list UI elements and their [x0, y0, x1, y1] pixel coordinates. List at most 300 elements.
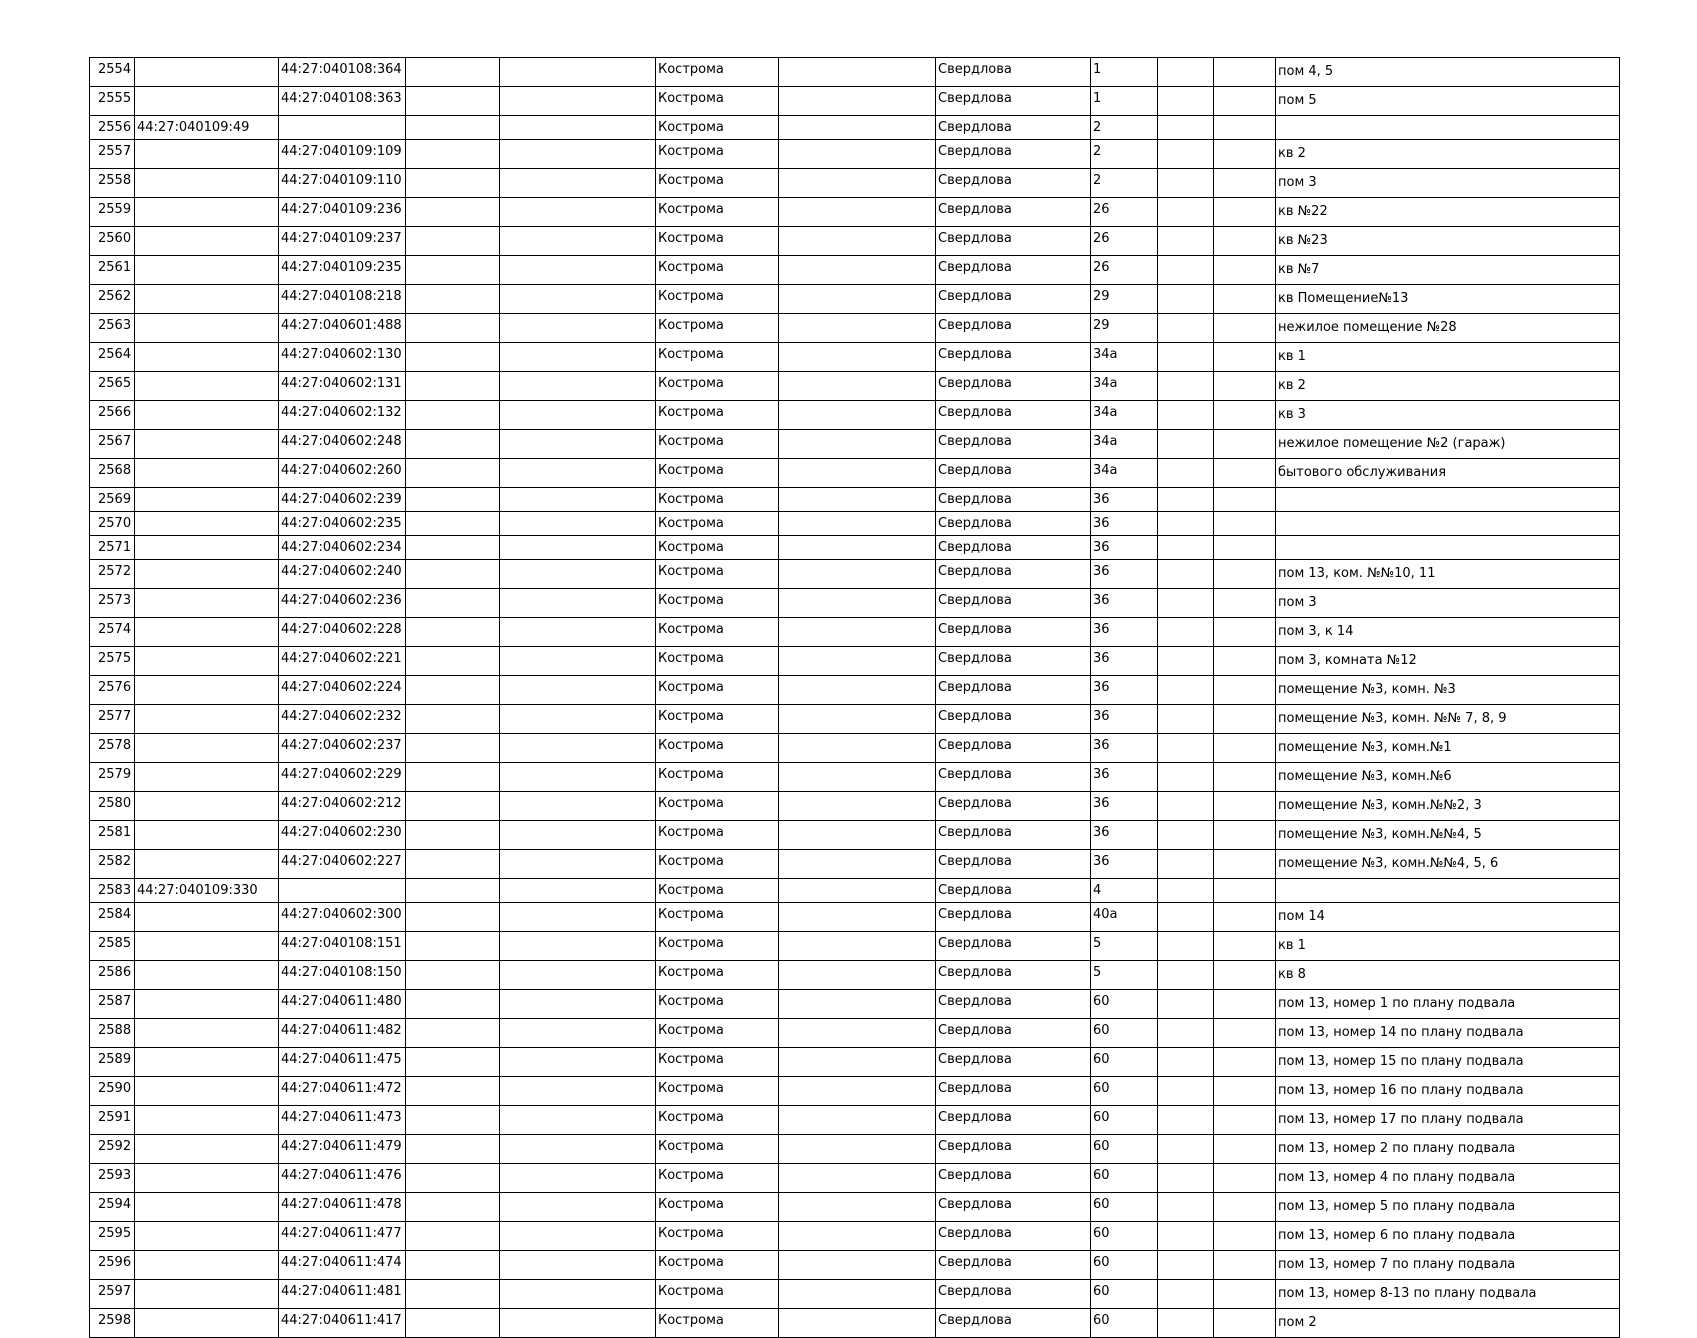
street-cell: Свердлова [936, 792, 1091, 821]
city-cell: Кострома [656, 1019, 779, 1048]
empty-cell [500, 87, 656, 116]
city-cell: Кострома [656, 372, 779, 401]
city-cell: Кострома [656, 821, 779, 850]
empty-cell [1158, 734, 1214, 763]
empty-cell [1158, 372, 1214, 401]
empty-cell [1158, 1077, 1214, 1106]
empty-cell [406, 1135, 500, 1164]
parcel-cadastral-cell [135, 1280, 279, 1309]
empty-cell [500, 1222, 656, 1251]
premises-cell: кв Помещение№13 [1276, 285, 1620, 314]
empty-cell [779, 401, 936, 430]
empty-cell [406, 372, 500, 401]
empty-cell [406, 647, 500, 676]
object-cadastral-cell: 44:27:040611:481 [279, 1280, 406, 1309]
parcel-cadastral-cell [135, 589, 279, 618]
street-cell: Свердлова [936, 169, 1091, 198]
empty-cell [1214, 87, 1276, 116]
street-cell: Свердлова [936, 932, 1091, 961]
parcel-cadastral-cell [135, 512, 279, 536]
empty-cell [1158, 1106, 1214, 1135]
house-cell: 1 [1091, 58, 1158, 87]
empty-cell [500, 285, 656, 314]
house-cell: 34а [1091, 343, 1158, 372]
empty-cell [779, 198, 936, 227]
house-cell: 36 [1091, 792, 1158, 821]
premises-cell: помещение №3, комн.№№4, 5, 6 [1276, 850, 1620, 879]
empty-cell [500, 734, 656, 763]
empty-cell [406, 1309, 500, 1338]
empty-cell [1158, 763, 1214, 792]
empty-cell [1214, 903, 1276, 932]
object-cadastral-cell: 44:27:040602:130 [279, 343, 406, 372]
city-cell: Кострома [656, 705, 779, 734]
empty-cell [500, 763, 656, 792]
empty-cell [1158, 879, 1214, 903]
empty-cell [1214, 850, 1276, 879]
premises-cell: пом 14 [1276, 903, 1620, 932]
premises-cell: кв 1 [1276, 343, 1620, 372]
table-row [90, 343, 1620, 372]
empty-cell [500, 792, 656, 821]
empty-cell [500, 705, 656, 734]
house-cell: 60 [1091, 1164, 1158, 1193]
empty-cell [779, 140, 936, 169]
row-number-cell: 2568 [90, 459, 135, 488]
object-cadastral-cell: 44:27:040602:260 [279, 459, 406, 488]
empty-cell [406, 1222, 500, 1251]
object-cadastral-cell: 44:27:040109:109 [279, 140, 406, 169]
table-row [90, 1193, 1620, 1222]
house-cell: 36 [1091, 536, 1158, 560]
empty-cell [1158, 256, 1214, 285]
empty-cell [1214, 1193, 1276, 1222]
premises-cell: пом 4, 5 [1276, 58, 1620, 87]
empty-cell [406, 169, 500, 198]
empty-cell [779, 536, 936, 560]
premises-cell [1276, 116, 1620, 140]
parcel-cadastral-cell [135, 647, 279, 676]
empty-cell [406, 116, 500, 140]
house-cell: 36 [1091, 734, 1158, 763]
table-row [90, 1077, 1620, 1106]
table-row [90, 512, 1620, 536]
empty-cell [406, 256, 500, 285]
street-cell: Свердлова [936, 536, 1091, 560]
object-cadastral-cell: 44:27:040108:151 [279, 932, 406, 961]
empty-cell [1158, 705, 1214, 734]
empty-cell [500, 459, 656, 488]
empty-cell [406, 618, 500, 647]
premises-cell: пом 3 [1276, 589, 1620, 618]
premises-cell: пом 13, номер 7 по плану подвала [1276, 1251, 1620, 1280]
empty-cell [779, 512, 936, 536]
table-row [90, 459, 1620, 488]
table-row [90, 647, 1620, 676]
row-number-cell: 2574 [90, 618, 135, 647]
city-cell: Кострома [656, 1193, 779, 1222]
object-cadastral-cell [279, 879, 406, 903]
empty-cell [1214, 1077, 1276, 1106]
city-cell: Кострома [656, 961, 779, 990]
table-row [90, 1019, 1620, 1048]
premises-cell: нежилое помещение №28 [1276, 314, 1620, 343]
empty-cell [779, 1309, 936, 1338]
parcel-cadastral-cell [135, 1164, 279, 1193]
empty-cell [406, 932, 500, 961]
house-cell: 60 [1091, 1280, 1158, 1309]
empty-cell [779, 1222, 936, 1251]
empty-cell [779, 961, 936, 990]
empty-cell [779, 560, 936, 589]
row-number-cell: 2593 [90, 1164, 135, 1193]
parcel-cadastral-cell [135, 169, 279, 198]
parcel-cadastral-cell [135, 488, 279, 512]
parcel-cadastral-cell [135, 87, 279, 116]
row-number-cell: 2554 [90, 58, 135, 87]
table-row [90, 1164, 1620, 1193]
city-cell: Кострома [656, 256, 779, 285]
row-number-cell: 2571 [90, 536, 135, 560]
empty-cell [406, 705, 500, 734]
premises-cell [1276, 879, 1620, 903]
row-number-cell: 2587 [90, 990, 135, 1019]
object-cadastral-cell: 44:27:040602:227 [279, 850, 406, 879]
premises-cell: помещение №3, комн.№№2, 3 [1276, 792, 1620, 821]
empty-cell [500, 589, 656, 618]
empty-cell [779, 169, 936, 198]
parcel-cadastral-cell [135, 792, 279, 821]
empty-cell [500, 488, 656, 512]
row-number-cell: 2567 [90, 430, 135, 459]
row-number-cell: 2590 [90, 1077, 135, 1106]
row-number-cell: 2555 [90, 87, 135, 116]
empty-cell [406, 734, 500, 763]
city-cell: Кострома [656, 536, 779, 560]
street-cell: Свердлова [936, 58, 1091, 87]
parcel-cadastral-cell [135, 705, 279, 734]
street-cell: Свердлова [936, 821, 1091, 850]
empty-cell [1214, 932, 1276, 961]
house-cell: 34а [1091, 372, 1158, 401]
object-cadastral-cell: 44:27:040108:150 [279, 961, 406, 990]
row-number-cell: 2597 [90, 1280, 135, 1309]
empty-cell [1214, 512, 1276, 536]
house-cell: 60 [1091, 1309, 1158, 1338]
empty-cell [779, 705, 936, 734]
premises-cell: пом 13, номер 15 по плану подвала [1276, 1048, 1620, 1077]
house-cell: 34а [1091, 401, 1158, 430]
city-cell: Кострома [656, 903, 779, 932]
empty-cell [1158, 589, 1214, 618]
empty-cell [500, 401, 656, 430]
city-cell: Кострома [656, 734, 779, 763]
house-cell: 60 [1091, 1019, 1158, 1048]
house-cell: 60 [1091, 1077, 1158, 1106]
row-number-cell: 2580 [90, 792, 135, 821]
empty-cell [779, 1164, 936, 1193]
empty-cell [1214, 763, 1276, 792]
empty-cell [406, 459, 500, 488]
empty-cell [779, 821, 936, 850]
street-cell: Свердлова [936, 618, 1091, 647]
row-number-cell: 2559 [90, 198, 135, 227]
empty-cell [1158, 850, 1214, 879]
parcel-cadastral-cell [135, 256, 279, 285]
premises-cell [1276, 488, 1620, 512]
empty-cell [406, 87, 500, 116]
empty-cell [500, 372, 656, 401]
object-cadastral-cell: 44:27:040611:417 [279, 1309, 406, 1338]
empty-cell [500, 821, 656, 850]
row-number-cell: 2584 [90, 903, 135, 932]
empty-cell [1214, 116, 1276, 140]
empty-cell [779, 932, 936, 961]
empty-cell [500, 1309, 656, 1338]
street-cell: Свердлова [936, 372, 1091, 401]
empty-cell [1214, 488, 1276, 512]
object-cadastral-cell: 44:27:040602:132 [279, 401, 406, 430]
object-cadastral-cell: 44:27:040602:224 [279, 676, 406, 705]
empty-cell [779, 990, 936, 1019]
empty-cell [406, 343, 500, 372]
premises-cell [1276, 512, 1620, 536]
empty-cell [779, 1048, 936, 1077]
street-cell: Свердлова [936, 401, 1091, 430]
object-cadastral-cell: 44:27:040602:237 [279, 734, 406, 763]
empty-cell [406, 430, 500, 459]
object-cadastral-cell: 44:27:040602:221 [279, 647, 406, 676]
premises-cell: помещение №3, комн. №3 [1276, 676, 1620, 705]
empty-cell [500, 1048, 656, 1077]
city-cell: Кострома [656, 512, 779, 536]
empty-cell [779, 459, 936, 488]
empty-cell [1214, 618, 1276, 647]
parcel-cadastral-cell [135, 1077, 279, 1106]
empty-cell [406, 1106, 500, 1135]
house-cell: 36 [1091, 560, 1158, 589]
premises-cell: кв 8 [1276, 961, 1620, 990]
empty-cell [1158, 932, 1214, 961]
house-cell: 60 [1091, 1251, 1158, 1280]
street-cell: Свердлова [936, 1135, 1091, 1164]
city-cell: Кострома [656, 285, 779, 314]
empty-cell [1158, 821, 1214, 850]
premises-cell: помещение №3, комн.№№4, 5 [1276, 821, 1620, 850]
house-cell: 36 [1091, 705, 1158, 734]
row-number-cell: 2570 [90, 512, 135, 536]
premises-cell: кв 1 [1276, 932, 1620, 961]
empty-cell [406, 850, 500, 879]
house-cell: 36 [1091, 763, 1158, 792]
parcel-cadastral-cell: 44:27:040109:49 [135, 116, 279, 140]
table-row [90, 488, 1620, 512]
empty-cell [406, 879, 500, 903]
parcel-cadastral-cell [135, 343, 279, 372]
street-cell: Свердлова [936, 116, 1091, 140]
parcel-cadastral-cell [135, 198, 279, 227]
empty-cell [779, 647, 936, 676]
empty-cell [1214, 734, 1276, 763]
empty-cell [1214, 536, 1276, 560]
empty-cell [1214, 1280, 1276, 1309]
table-row [90, 198, 1620, 227]
city-cell: Кострома [656, 618, 779, 647]
empty-cell [406, 488, 500, 512]
empty-cell [1214, 560, 1276, 589]
empty-cell [406, 560, 500, 589]
object-cadastral-cell: 44:27:040109:236 [279, 198, 406, 227]
object-cadastral-cell: 44:27:040602:232 [279, 705, 406, 734]
table-row [90, 705, 1620, 734]
street-cell: Свердлова [936, 512, 1091, 536]
table-row [90, 116, 1620, 140]
city-cell: Кострома [656, 169, 779, 198]
city-cell: Кострома [656, 198, 779, 227]
row-number-cell: 2573 [90, 589, 135, 618]
street-cell: Свердлова [936, 1077, 1091, 1106]
table-row [90, 1280, 1620, 1309]
street-cell: Свердлова [936, 488, 1091, 512]
city-cell: Кострома [656, 1106, 779, 1135]
street-cell: Свердлова [936, 1164, 1091, 1193]
object-cadastral-cell: 44:27:040602:229 [279, 763, 406, 792]
parcel-cadastral-cell [135, 1135, 279, 1164]
object-cadastral-cell: 44:27:040611:473 [279, 1106, 406, 1135]
empty-cell [779, 734, 936, 763]
city-cell: Кострома [656, 560, 779, 589]
empty-cell [1158, 1222, 1214, 1251]
city-cell: Кострома [656, 314, 779, 343]
premises-cell: пом 13, номер 6 по плану подвала [1276, 1222, 1620, 1251]
street-cell: Свердлова [936, 1048, 1091, 1077]
street-cell: Свердлова [936, 961, 1091, 990]
premises-cell: пом 13, номер 4 по плану подвала [1276, 1164, 1620, 1193]
parcel-cadastral-cell [135, 1019, 279, 1048]
row-number-cell: 2575 [90, 647, 135, 676]
table-row [90, 676, 1620, 705]
parcel-cadastral-cell [135, 618, 279, 647]
empty-cell [406, 1280, 500, 1309]
city-cell: Кострома [656, 1309, 779, 1338]
empty-cell [779, 314, 936, 343]
row-number-cell: 2565 [90, 372, 135, 401]
premises-cell: бытового обслуживания [1276, 459, 1620, 488]
empty-cell [1214, 990, 1276, 1019]
house-cell: 60 [1091, 1106, 1158, 1135]
empty-cell [406, 792, 500, 821]
row-number-cell: 2557 [90, 140, 135, 169]
row-number-cell: 2572 [90, 560, 135, 589]
empty-cell [1214, 198, 1276, 227]
street-cell: Свердлова [936, 87, 1091, 116]
empty-cell [500, 512, 656, 536]
parcel-cadastral-cell [135, 734, 279, 763]
empty-cell [406, 227, 500, 256]
empty-cell [1214, 1164, 1276, 1193]
object-cadastral-cell: 44:27:040602:131 [279, 372, 406, 401]
table-row [90, 256, 1620, 285]
empty-cell [500, 343, 656, 372]
object-cadastral-cell [279, 116, 406, 140]
empty-cell [1214, 676, 1276, 705]
street-cell: Свердлова [936, 763, 1091, 792]
street-cell: Свердлова [936, 1193, 1091, 1222]
object-cadastral-cell: 44:27:040108:363 [279, 87, 406, 116]
object-cadastral-cell: 44:27:040611:478 [279, 1193, 406, 1222]
street-cell: Свердлова [936, 343, 1091, 372]
table-row [90, 1135, 1620, 1164]
premises-cell: кв №22 [1276, 198, 1620, 227]
object-cadastral-cell: 44:27:040611:480 [279, 990, 406, 1019]
premises-cell: пом 5 [1276, 87, 1620, 116]
house-cell: 2 [1091, 116, 1158, 140]
empty-cell [406, 763, 500, 792]
empty-cell [1214, 58, 1276, 87]
empty-cell [500, 1106, 656, 1135]
table-row [90, 169, 1620, 198]
empty-cell [1214, 1135, 1276, 1164]
street-cell: Свердлова [936, 560, 1091, 589]
street-cell: Свердлова [936, 1251, 1091, 1280]
empty-cell [1158, 140, 1214, 169]
empty-cell [1158, 560, 1214, 589]
street-cell: Свердлова [936, 198, 1091, 227]
empty-cell [500, 903, 656, 932]
house-cell: 36 [1091, 821, 1158, 850]
row-number-cell: 2578 [90, 734, 135, 763]
city-cell: Кострома [656, 763, 779, 792]
row-number-cell: 2564 [90, 343, 135, 372]
row-number-cell: 2558 [90, 169, 135, 198]
parcel-cadastral-cell [135, 676, 279, 705]
house-cell: 60 [1091, 1048, 1158, 1077]
empty-cell [1158, 1193, 1214, 1222]
empty-cell [1158, 1251, 1214, 1280]
empty-cell [406, 589, 500, 618]
row-number-cell: 2589 [90, 1048, 135, 1077]
house-cell: 26 [1091, 256, 1158, 285]
empty-cell [406, 140, 500, 169]
empty-cell [779, 676, 936, 705]
empty-cell [779, 87, 936, 116]
house-cell: 34а [1091, 430, 1158, 459]
empty-cell [1158, 285, 1214, 314]
table-row [90, 314, 1620, 343]
empty-cell [406, 676, 500, 705]
empty-cell [1158, 87, 1214, 116]
parcel-cadastral-cell [135, 536, 279, 560]
parcel-cadastral-cell [135, 1048, 279, 1077]
empty-cell [500, 1193, 656, 1222]
table-row [90, 536, 1620, 560]
row-number-cell: 2585 [90, 932, 135, 961]
empty-cell [500, 430, 656, 459]
row-number-cell: 2556 [90, 116, 135, 140]
object-cadastral-cell: 44:27:040611:475 [279, 1048, 406, 1077]
table-row [90, 1048, 1620, 1077]
empty-cell [1214, 1309, 1276, 1338]
parcel-cadastral-cell [135, 903, 279, 932]
empty-cell [1214, 140, 1276, 169]
street-cell: Свердлова [936, 879, 1091, 903]
house-cell: 5 [1091, 932, 1158, 961]
parcel-cadastral-cell [135, 1106, 279, 1135]
empty-cell [1214, 314, 1276, 343]
house-cell: 40а [1091, 903, 1158, 932]
table-row [90, 1309, 1620, 1338]
empty-cell [1214, 459, 1276, 488]
